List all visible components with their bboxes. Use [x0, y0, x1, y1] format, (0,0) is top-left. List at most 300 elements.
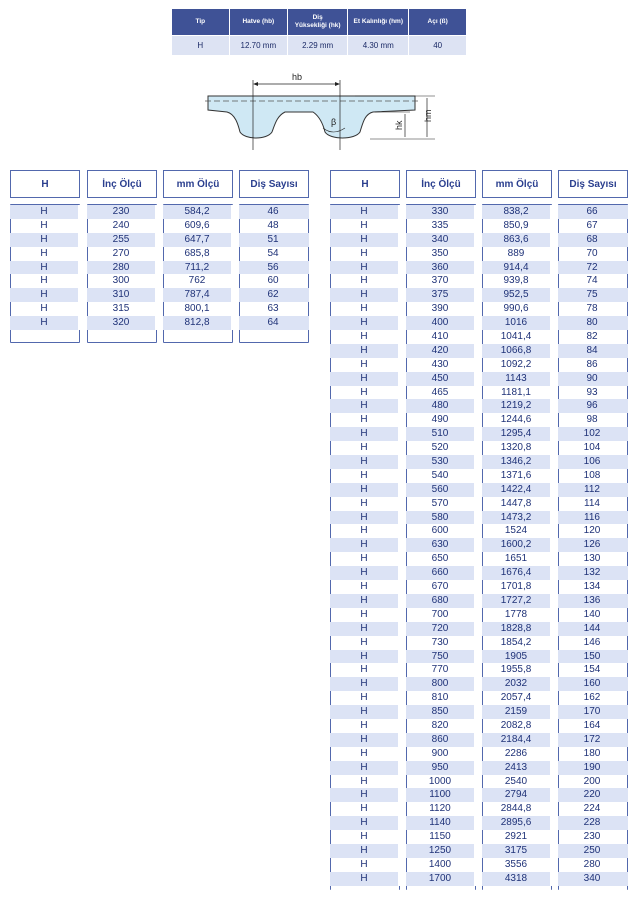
column-gap [398, 372, 406, 386]
table-cell: H [360, 664, 368, 676]
table-cell: 609,6 [184, 219, 210, 231]
table-cell: 1250 [428, 844, 452, 856]
column-gap [398, 441, 406, 455]
right-table-body [330, 205, 628, 886]
table-row [10, 219, 309, 233]
table-row [330, 316, 628, 330]
column-gap [474, 580, 482, 594]
column-gap [550, 386, 558, 400]
left-col-header-teeth: Diş Sayısı [239, 170, 309, 198]
table-cell: 700 [431, 608, 449, 620]
table-cell: 660 [431, 567, 449, 579]
column-gap [474, 233, 482, 247]
column-gap [398, 274, 406, 288]
belt-profile-diagram [205, 70, 445, 150]
table-cell: H [360, 317, 368, 329]
column-gap [474, 205, 482, 219]
table-cell: H [360, 831, 368, 843]
column-gap [474, 747, 482, 761]
column-gap [398, 261, 406, 275]
table-row [330, 705, 628, 719]
column-gap [474, 274, 482, 288]
column-gap [398, 233, 406, 247]
table-cell: H [360, 414, 368, 426]
table-cell: 450 [431, 372, 449, 384]
spec-value: 2.29 mm [288, 36, 348, 56]
left-col-header-inch: İnç Ölçü [87, 170, 157, 198]
table-cell: 1120 [429, 803, 451, 815]
table-cell: 1143 [505, 372, 527, 384]
table-cell: 390 [431, 303, 449, 315]
column-gap [398, 802, 406, 816]
column-gap [398, 344, 406, 358]
table-cell: 2921 [504, 831, 528, 843]
table-cell: H [360, 275, 368, 287]
table-cell: H [360, 247, 368, 259]
table-cell: 106 [583, 456, 601, 468]
table-cell: H [360, 789, 368, 801]
column-gap [474, 344, 482, 358]
column-gap [550, 788, 558, 802]
table-cell: 120 [583, 525, 601, 537]
table-row [330, 330, 628, 344]
table-cell: H [360, 636, 368, 648]
table-cell: 680 [431, 594, 449, 606]
table-row [10, 261, 309, 275]
table-cell: 162 [583, 692, 601, 704]
table-cell: 650 [431, 553, 449, 565]
table-cell: 112 [584, 483, 600, 495]
table-cell: 3175 [504, 844, 528, 856]
column-gap [474, 594, 482, 608]
table-row [10, 274, 309, 288]
table-cell: 130 [583, 553, 601, 565]
column-gap [78, 233, 87, 247]
table-row [330, 372, 628, 386]
table-row [330, 469, 628, 483]
table-cell: 2794 [504, 789, 528, 801]
table-cell: H [360, 358, 368, 370]
column-gap [550, 538, 558, 552]
table-cell: 889 [507, 247, 525, 259]
table-cell: 280 [583, 858, 601, 870]
column-gap [398, 594, 406, 608]
table-row [330, 455, 628, 469]
table-cell: H [40, 233, 48, 245]
column-gap [550, 705, 558, 719]
column-gap [78, 302, 87, 316]
table-cell: 400 [431, 317, 449, 329]
column-gap [474, 497, 482, 511]
table-row [10, 288, 309, 302]
table-cell: 1600,2 [500, 539, 532, 551]
column-gap [398, 552, 406, 566]
table-cell: H [360, 442, 368, 454]
table-row [330, 302, 628, 316]
table-cell: 1651 [504, 553, 528, 565]
table-cell: 1320,8 [500, 442, 532, 454]
table-cell: 900 [431, 747, 449, 759]
table-cell: 96 [586, 400, 598, 412]
table-row [330, 816, 628, 830]
column-gap [474, 372, 482, 386]
column-gap [474, 775, 482, 789]
table-cell: 228 [583, 817, 601, 829]
column-gap [398, 608, 406, 622]
column-gap [474, 830, 482, 844]
column-gap [550, 233, 558, 247]
table-cell: 230 [112, 206, 130, 217]
table-cell: H [360, 511, 368, 523]
column-gap [550, 316, 558, 330]
table-row [330, 650, 628, 664]
table-cell: H [360, 261, 368, 273]
table-cell: 430 [431, 358, 449, 370]
table-row [10, 302, 309, 316]
table-row [330, 413, 628, 427]
table-cell: H [40, 261, 48, 273]
column-gap [231, 233, 239, 247]
table-cell: 310 [112, 289, 130, 301]
column-gap [398, 427, 406, 441]
table-row [330, 677, 628, 691]
table-cell: 850,9 [503, 219, 529, 231]
table-cell: 2057,4 [500, 692, 532, 704]
column-gap [474, 566, 482, 580]
column-gap [398, 538, 406, 552]
table-cell: 990,6 [503, 303, 529, 315]
column-gap [474, 761, 482, 775]
column-gap [398, 663, 406, 677]
table-cell: 126 [583, 539, 601, 551]
table-cell: 939,8 [503, 275, 529, 287]
hb-label: hb [292, 72, 303, 82]
table-cell: 863,6 [503, 233, 529, 245]
column-gap [550, 594, 558, 608]
column-gap [550, 677, 558, 691]
table-cell: 770 [431, 664, 449, 676]
table-cell: 1400 [428, 858, 452, 870]
hm-label: hm [423, 109, 433, 122]
column-gap [474, 733, 482, 747]
column-gap [398, 747, 406, 761]
table-cell: 78 [586, 303, 598, 315]
belt-profile-shape [208, 96, 415, 138]
table-cell: H [360, 483, 368, 495]
column-gap [550, 469, 558, 483]
table-cell: 200 [583, 775, 601, 787]
left-table-body [10, 205, 309, 330]
table-row [330, 622, 628, 636]
table-cell: 1447,8 [500, 497, 532, 509]
column-gap [398, 775, 406, 789]
table-row [330, 511, 628, 525]
column-gap [550, 761, 558, 775]
table-cell: 490 [431, 414, 449, 426]
column-gap [398, 316, 406, 330]
column-gap [550, 844, 558, 858]
table-row [330, 344, 628, 358]
table-cell: H [360, 331, 368, 343]
table-cell: 330 [431, 206, 449, 217]
column-gap [398, 844, 406, 858]
column-gap [550, 719, 558, 733]
table-cell: H [360, 469, 368, 481]
table-cell: 810 [431, 692, 449, 704]
table-cell: H [40, 275, 48, 287]
column-gap [550, 872, 558, 886]
column-gap [398, 358, 406, 372]
table-cell: 860 [431, 733, 449, 745]
column-gap [550, 816, 558, 830]
table-row [330, 663, 628, 677]
table-cell: 685,8 [184, 247, 210, 259]
table-cell: 146 [583, 636, 601, 648]
table-row [330, 594, 628, 608]
column-gap [550, 483, 558, 497]
column-gap [550, 511, 558, 525]
table-cell: H [360, 594, 368, 606]
table-cell: 335 [431, 219, 449, 231]
table-row [330, 802, 628, 816]
table-cell: 68 [586, 233, 598, 245]
left-col-header-mm: mm Ölçü [163, 170, 233, 198]
table-cell: H [360, 817, 368, 829]
table-cell: H [360, 344, 368, 356]
table-cell: 1700 [428, 872, 452, 884]
column-gap [550, 219, 558, 233]
table-row [330, 524, 628, 538]
table-cell: 1041,4 [500, 331, 532, 343]
table-cell: 1905 [504, 650, 528, 662]
table-row [10, 233, 309, 247]
table-cell: 1150 [429, 831, 451, 843]
table-cell: H [360, 858, 368, 870]
table-cell: 300 [112, 275, 130, 287]
table-cell: 82 [586, 331, 598, 343]
column-gap [550, 330, 558, 344]
column-gap [398, 566, 406, 580]
table-row [330, 858, 628, 872]
column-gap [550, 455, 558, 469]
spec-value: 12.70 mm [229, 36, 288, 56]
table-cell: H [360, 678, 368, 690]
table-cell: 420 [431, 344, 449, 356]
table-cell: H [360, 872, 368, 884]
column-gap [474, 469, 482, 483]
table-row [330, 775, 628, 789]
table-cell: 66 [586, 206, 598, 217]
spec-value: H [172, 36, 230, 56]
column-gap [550, 441, 558, 455]
column-gap [78, 261, 87, 275]
right-col-header-mm: mm Ölçü [482, 170, 552, 198]
table-cell: 1701,8 [500, 581, 532, 593]
table-cell: 720 [431, 622, 449, 634]
column-gap [550, 261, 558, 275]
table-cell: 315 [112, 303, 130, 315]
spec-header: Açı (ß) [409, 9, 467, 36]
column-gap [398, 399, 406, 413]
column-gap [474, 858, 482, 872]
table-cell: H [40, 289, 48, 301]
table-cell: 670 [431, 581, 449, 593]
table-cell: 62 [267, 289, 279, 301]
table-cell: 570 [431, 497, 449, 509]
column-gap [474, 816, 482, 830]
table-cell: 730 [431, 636, 449, 648]
column-gap [474, 705, 482, 719]
column-gap [474, 844, 482, 858]
table-cell: 170 [583, 706, 601, 718]
table-cell: 70 [586, 247, 598, 259]
column-gap [550, 747, 558, 761]
table-row [330, 872, 628, 886]
table-row [330, 441, 628, 455]
column-gap [398, 733, 406, 747]
column-gap [550, 427, 558, 441]
table-cell: H [360, 803, 368, 815]
table-cell: 60 [267, 275, 279, 287]
table-cell: H [360, 719, 368, 731]
table-cell: 340 [583, 872, 601, 884]
table-cell: 1066,8 [500, 344, 532, 356]
table-cell: 160 [583, 678, 601, 690]
table-cell: H [360, 539, 368, 551]
column-gap [155, 274, 163, 288]
column-gap [474, 288, 482, 302]
table-row [330, 566, 628, 580]
table-cell: H [360, 692, 368, 704]
table-cell: H [360, 525, 368, 537]
table-cell: 93 [586, 386, 598, 398]
table-row [330, 358, 628, 372]
table-cell: 1955,8 [500, 664, 532, 676]
table-cell: 1524 [504, 525, 528, 537]
table-cell: 320 [112, 317, 130, 329]
column-gap [398, 247, 406, 261]
column-gap [550, 497, 558, 511]
column-gap [398, 872, 406, 886]
column-gap [550, 830, 558, 844]
column-gap [550, 650, 558, 664]
table-cell: 56 [267, 261, 279, 273]
column-gap [231, 288, 239, 302]
table-cell: 230 [583, 831, 601, 843]
column-gap [398, 469, 406, 483]
column-gap [550, 733, 558, 747]
column-gap [78, 247, 87, 261]
table-cell: H [360, 747, 368, 759]
table-cell: 1422,4 [500, 483, 532, 495]
table-cell: 4318 [504, 872, 528, 884]
table-cell: H [360, 400, 368, 412]
column-gap [398, 705, 406, 719]
column-gap [474, 524, 482, 538]
table-cell: 102 [583, 428, 601, 440]
column-gap [398, 788, 406, 802]
table-cell: H [360, 706, 368, 718]
column-gap [474, 788, 482, 802]
table-row [330, 608, 628, 622]
column-gap [474, 608, 482, 622]
right-col-header-inch: İnç Ölçü [406, 170, 476, 198]
table-row [330, 288, 628, 302]
table-cell: H [360, 775, 368, 787]
table-cell: 46 [267, 206, 279, 217]
column-gap [398, 719, 406, 733]
column-gap [155, 233, 163, 247]
table-row [330, 691, 628, 705]
column-gap [398, 483, 406, 497]
column-gap [474, 691, 482, 705]
left-col-header-type: H [10, 170, 80, 198]
table-cell: H [40, 303, 48, 315]
table-cell: 1016 [504, 317, 528, 329]
right-col-header-teeth: Diş Sayısı [558, 170, 628, 198]
column-gap [550, 622, 558, 636]
column-gap [550, 205, 558, 219]
column-gap [550, 663, 558, 677]
table-cell: 48 [267, 219, 279, 231]
column-gap [398, 219, 406, 233]
table-row [330, 580, 628, 594]
table-cell: H [360, 761, 368, 773]
column-gap [550, 274, 558, 288]
table-cell: 150 [583, 650, 601, 662]
table-row [330, 830, 628, 844]
table-row [330, 247, 628, 261]
table-cell: 580 [431, 511, 449, 523]
column-gap [231, 274, 239, 288]
table-row [330, 538, 628, 552]
table-cell: H [40, 247, 48, 259]
table-cell: 360 [431, 261, 449, 273]
column-gap [474, 413, 482, 427]
spec-header: Tip [172, 9, 230, 36]
table-cell: 90 [586, 372, 598, 384]
table-cell: H [360, 733, 368, 745]
table-cell: H [40, 317, 48, 329]
column-gap [474, 802, 482, 816]
column-gap [550, 358, 558, 372]
column-gap [474, 427, 482, 441]
table-cell: 75 [586, 289, 598, 301]
column-gap [231, 261, 239, 275]
table-cell: 630 [431, 539, 449, 551]
column-gap [550, 302, 558, 316]
table-cell: 762 [188, 275, 206, 287]
hk-label: hk [394, 120, 404, 130]
table-cell: 3556 [504, 858, 528, 870]
spec-header-row [172, 9, 467, 36]
table-row [330, 788, 628, 802]
table-cell: H [40, 206, 48, 217]
spec-header: Et Kalınlığı (hm) [348, 9, 409, 36]
table-cell: 375 [431, 289, 449, 301]
table-cell: 250 [583, 844, 601, 856]
column-gap [550, 288, 558, 302]
table-cell: 1100 [429, 789, 451, 801]
table-cell: 280 [112, 261, 130, 273]
table-cell: 2844,8 [500, 803, 532, 815]
table-cell: 172 [583, 733, 601, 745]
table-cell: 154 [583, 664, 601, 676]
table-cell: 1181,1 [501, 386, 531, 398]
table-cell: 2159 [504, 706, 528, 718]
column-gap [155, 247, 163, 261]
table-row [330, 636, 628, 650]
